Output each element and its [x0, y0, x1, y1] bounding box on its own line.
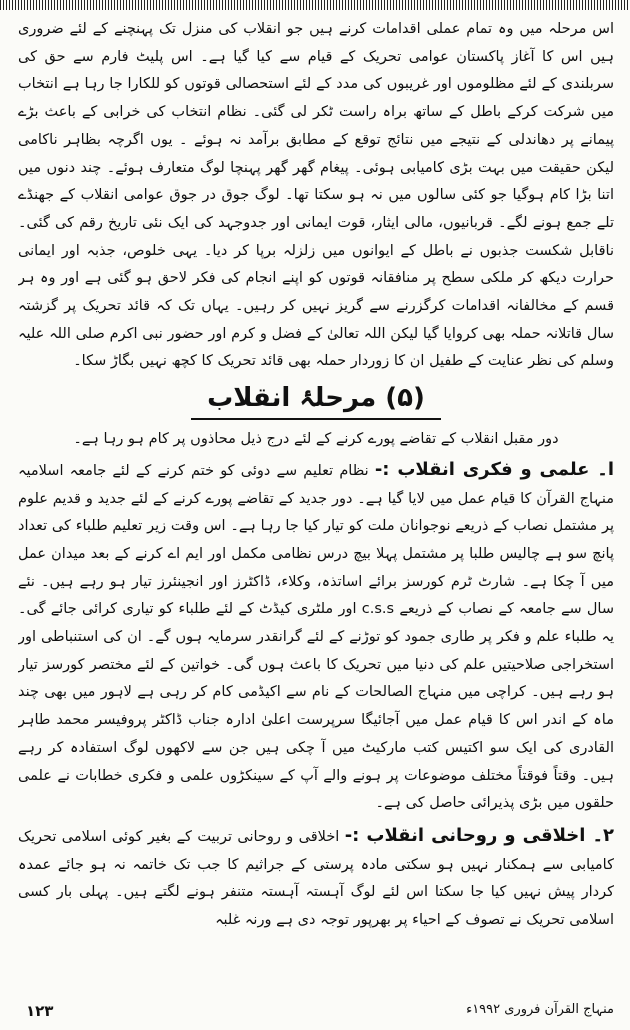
page-number: ۱۲۳ — [26, 1002, 54, 1020]
section-ilmi-fikri — [18, 456, 614, 818]
intro-line: دور مقبل انقلاب کے تقاضے پورے کرنے کے لئے درج ذیل محاذوں پر کام ہو رہا ہے۔ — [73, 431, 559, 448]
magazine-footer: منہاج القرآن فروری ۱۹۹۲ء — [466, 1002, 614, 1017]
subheading-akhlaqi-ruhani: ۲۔ اخلاقی و روحانی انقلاب :- — [344, 824, 614, 846]
subheading-ilmi-fikri: ا۔ علمی و فکری انقلاب :- — [374, 458, 614, 480]
paragraph-1: اس مرحلہ میں وہ تمام عملی اقدامات کرنے ہیں جو انقلاب کی منزل تک پہنچنے کے لئے ضروری ہیں اس کا آغاز پاکستان عوامی تحریک کے قیام سے کیا گیا ہے۔ اس پلیٹ فارم سے حق کی سربلندی کے لئے مظلوموں اور غریبوں کی مدد کے لئے استحصالی قوتوں کو للکارا جا رہا ہے انتخاب میں شرکت کرکے باطل کے ساتھ براہ راست ٹکر لی گئی۔ نظام انتخاب کی خرابی کے باعث بڑے پیمانے پر دھاندلی کے نتیجے میں نتائج توقع کے مطابق برآمد نہ ہوئے ۔ یوں اگرچہ بظاہر ناکامی لیکن حقیقت میں بہت بڑی کامیابی ہوئی۔ پیغام گھر گھر پہنچا لوگ متعارف ہوئے۔ چند دنوں میں اتنا بڑا کام ہوگیا جو کئی سالوں میں نہ ہو سکتا تھا۔ لوگ جوق در جوق عوامی انقلاب کے جھنڈے تلے جمع ہونے لگے۔ قربانیوں، مالی ایثار، قوت ایمانی اور جدوجہد کی ایک نئی تاریخ رقم کی گئی۔ ناقابل شکست جذبوں نے باطل کے ایوانوں میں زلزلہ برپا کر دیا۔ یہی خلوص، جذبہ اور ایمانی حرارت دیکھ کر ملکی سطح پر منافقانہ قوتوں کو اپنے انجام کی فکر لاحق ہو گئی ہے اور وہ ہر قسم کے مخالفانہ اقدامات کرگزرنے سے گریز نہیں کر رہیں۔ یہاں تک کہ قائد تحریک پر گزشتہ سال قاتلانہ حملہ بھی کروایا گیا لیکن اللہ تعالیٰ کے فضل و کرم اور حضور نبی اکرم صلی اللہ علیہ وسلم کی نظر عنایت کے طفیل ان کا زوردار حملہ بھی قائد تحریک کا کچھ نہیں بگاڑ سکا۔ — [18, 21, 614, 370]
section-body-ilmi-fikri: نظام تعلیم سے دوئی کو ختم کرنے کے لئے جامعہ اسلامیہ منہاج القرآن کا قیام عمل میں لایا گیا ہے۔ دور جدید کے تقاضے پورے کرنے کے لئے جدید و قدیم علوم پر مشتمل نصاب کے ذریعے نوجوانان ملت کو تیار کیا جا رہا ہے۔ اس وقت زیر تعلیم طلباء کی تعداد پانچ سو ہے چالیس طلبا پر مشتمل پہلا بیچ درس نظامی مکمل اور ایم اے کرنے کے بعد میدان عمل میں آ چکا ہے۔ شارٹ ٹرم کورسز برائے اساتذہ، وکلاء، ڈاکٹرز اور انجینئرز تیار ہو رہے ہیں۔ نئے سال سے جامعہ کے نصاب کے ذریعے c.s.s اور ملٹری کیڈٹ کے لئے طلباء کو تیاری کرائی جائے گی۔ یہ طلباء علم و فکر پر طاری جمود کو توڑنے کے لئے گرانقدر سرمایہ ہوں گے۔ ان کی استنباطی اور استخراجی صلاحیتیں علم کی دنیا میں تحریک کا باعث ہوں گی۔ خواتین کے لئے مختصر کورسز تیار ہو رہے ہیں۔ کراچی میں منہاج الصالحات کے نام سے اکیڈمی کام کر رہی ہے لاہور میں بھی چند ماہ کے اندر اس کا قیام عمل میں آجائیگا سرپرست اعلیٰ ادارہ جناب ڈاکٹر پروفیسر محمد طاہر القادری کی ایک سو اکتیس کتب مارکیٹ میں آ چکی ہیں جن سے لاکھوں لوگ استفادہ کر رہے ہیں۔ وقتاً فوقتاً مختلف موضوعات پر ہونے والے آپ کے سینکڑوں علمی و فکری خطابات نے علمی حلقوں میں بڑی پذیرائی حاصل کی ہے۔ — [18, 462, 614, 812]
section-heading-container — [18, 380, 614, 420]
document-page — [18, 16, 614, 1024]
section-akhlaqi-ruhani — [18, 822, 614, 935]
section-body-akhlaqi-ruhani: اخلاقی و روحانی تربیت کے بغیر کوئی اسلامی تحریک کامیابی سے ہمکنار نہیں ہو سکتی مادہ پرستی کے جراثیم کا جب تک خاتمہ نہ ہو جائے عمدہ کردار پیش نہیں کیا جا سکتا اس لئے لوگ آہستہ آہستہ متنفر ہونے لگتے ہیں۔ پہلی بار کسی اسلامی تحریک نے تصوف کے احیاء پر بھرپور توجہ دی ہے ورنہ غلبہ — [18, 828, 614, 929]
page-footer — [18, 1002, 614, 1026]
top-border — [0, 0, 630, 10]
section-heading: (۵) مرحلۂ انقلاب — [191, 380, 441, 420]
